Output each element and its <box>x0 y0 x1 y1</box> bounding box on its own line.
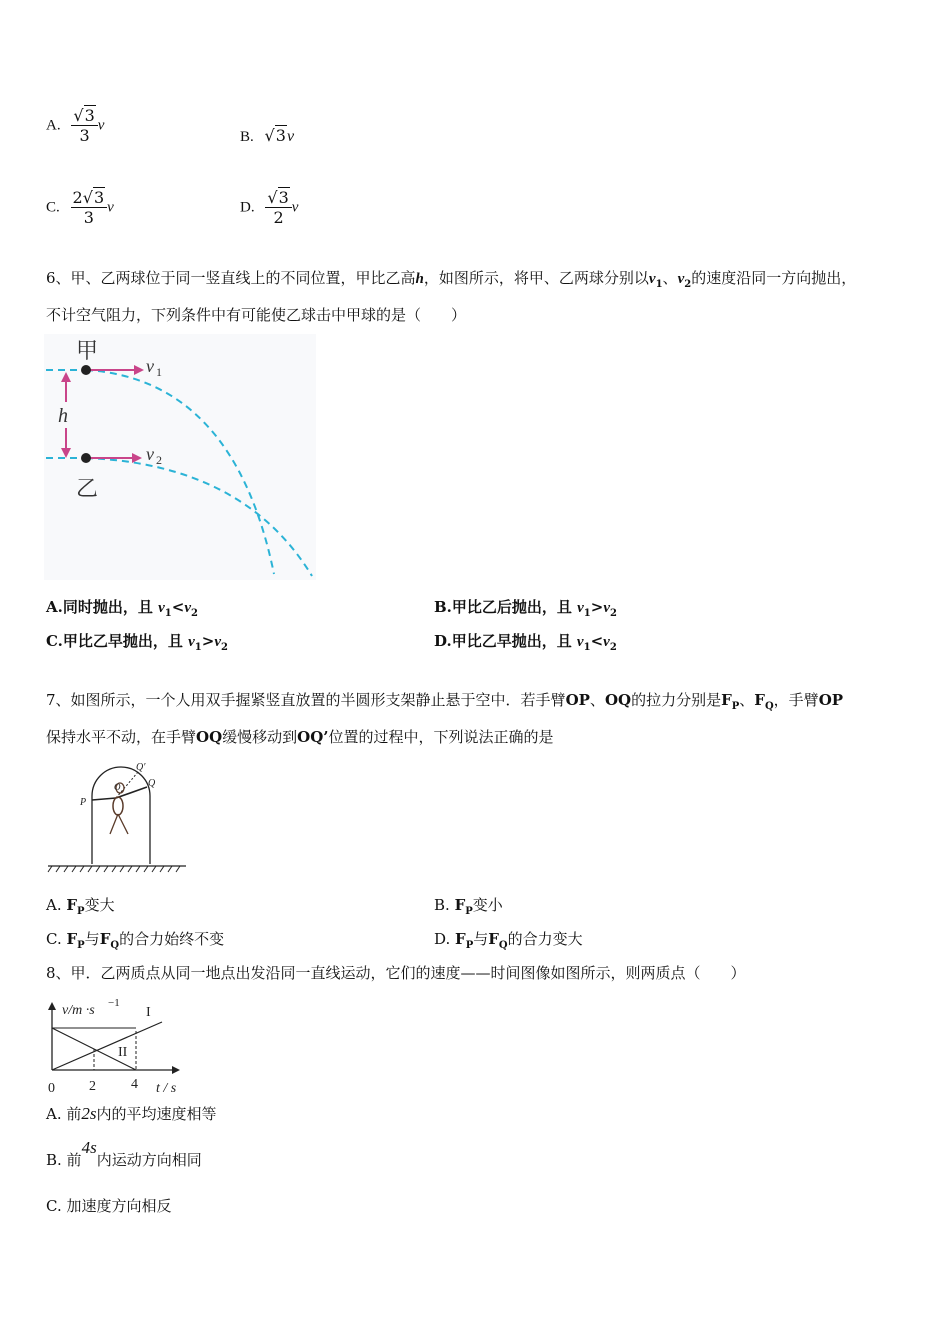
q8-option-b[interactable]: B. 前4s内运动方向相同 <box>46 1138 202 1169</box>
q5-option-d[interactable]: D. $\frac{√3}{2}$ v <box>240 188 299 227</box>
option-letter: A. <box>46 117 61 134</box>
label-jia: 甲 <box>76 338 99 363</box>
option-letter: B. <box>240 129 254 145</box>
label-v1-sub: 1 <box>156 365 162 379</box>
x-axis-label: t / s <box>156 1081 177 1096</box>
fraction: $\frac{√3}{2}$ <box>265 188 291 227</box>
q6-option-b[interactable]: B.甲比乙后抛出，且 $v_1>v_2$ <box>434 598 617 619</box>
tick-4: 4 <box>131 1077 138 1092</box>
q7-stem-line2: 保持水平不动，在手臂OQ缓慢移动到OQ’位置的过程中，下列说法正确的是 <box>46 728 554 746</box>
q8-stem: 8、甲．乙两质点从同一地点出发沿同一直线运动，它们的速度——时间图像如图所示，则两质点（ ） <box>46 964 746 982</box>
y-axis-exponent: −1 <box>108 997 120 1009</box>
q6-stem-line1: 6、甲、乙两球位于同一竖直线上的不同位置，甲比乙高h，如图所示，将甲、乙两球分别以$v_1$、$v_2$的速度沿同一方向抛出， <box>46 269 857 290</box>
q7-option-a[interactable]: A. $F_P$变大 <box>46 896 115 917</box>
label-q: Q <box>148 778 156 789</box>
fraction: $\frac{√3}{3}$ <box>71 106 97 145</box>
label-v2-sub: 2 <box>156 453 162 467</box>
q7-bracket-figure <box>44 758 189 876</box>
q7-option-c[interactable]: C. $F_P$与$F_Q$的合力始终不变 <box>46 930 225 951</box>
q8-option-c[interactable]: C. 加速度方向相反 <box>46 1197 172 1215</box>
q6-option-c[interactable]: C.甲比乙早抛出，且 $v_1>v_2$ <box>46 632 228 653</box>
q6-projectile-figure <box>44 334 316 580</box>
tick-0: 0 <box>48 1081 55 1096</box>
fraction: $\frac{2√3}{3}$ <box>71 188 108 227</box>
line-label-i: I <box>146 1005 151 1020</box>
q7-stem-line1: 7、如图所示，一个人用双手握紧竖直放置的半圆形支架静止悬于空中．若手臂OP、OQ的拉力分别是$F_P$、$F_Q$，手臂OP <box>46 691 844 712</box>
label-v2: v <box>146 444 154 464</box>
q6-option-a[interactable]: A.同时抛出，且 $v_1<v_2$ <box>46 598 198 619</box>
q6-option-d[interactable]: D.甲比乙早抛出，且 $v_1<v_2$ <box>434 632 617 653</box>
q5-option-c[interactable]: C. $\frac{2√3}{3}$ v <box>46 188 114 227</box>
q8-vt-graph <box>44 994 194 1098</box>
label-o: O <box>114 782 121 792</box>
q7-option-d[interactable]: D. $F_P$与$F_Q$的合力变大 <box>434 930 583 951</box>
q5-option-a[interactable]: A. $\frac{√3}{3}$ v <box>46 106 105 145</box>
sqrt-expression: √3 <box>264 126 286 145</box>
label-p: P <box>80 797 87 808</box>
q7-option-b[interactable]: B. $F_P$变小 <box>434 896 503 917</box>
label-h: h <box>58 405 68 427</box>
y-axis-label: v/m ·s <box>62 1003 95 1018</box>
tick-2: 2 <box>89 1079 96 1094</box>
label-q-prime: Q′ <box>136 762 146 773</box>
q5-option-b[interactable]: B. √3v <box>240 126 295 145</box>
label-yi: 乙 <box>76 476 99 501</box>
label-v1: v <box>146 356 154 376</box>
line-label-ii: II <box>118 1045 128 1060</box>
q8-option-a[interactable]: A. 前2s内的平均速度相等 <box>46 1104 217 1123</box>
option-letter: D. <box>240 199 255 216</box>
option-letter: C. <box>46 199 60 216</box>
q6-stem-line2: 不计空气阻力，下列条件中有可能使乙球击中甲球的是（ ） <box>46 306 467 324</box>
